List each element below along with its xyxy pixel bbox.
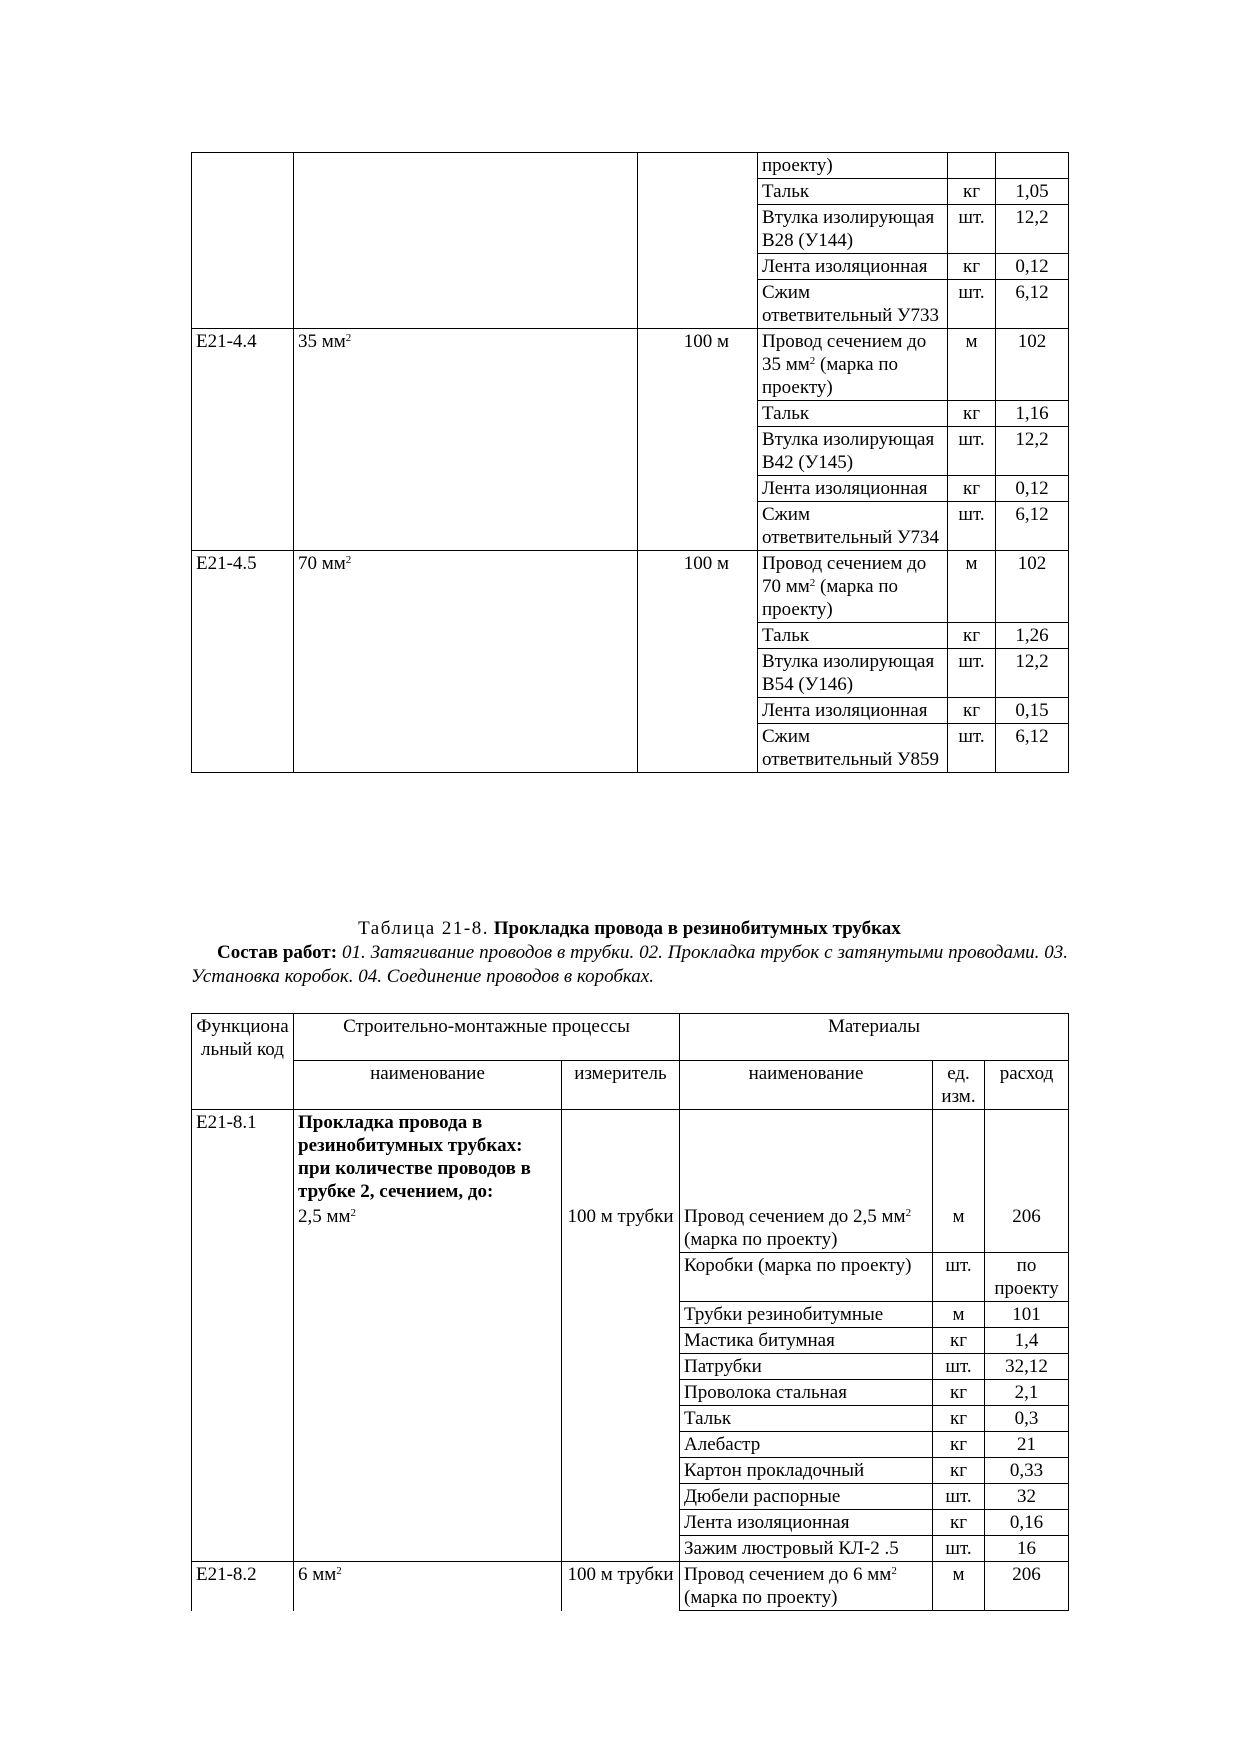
process-name: 2,5 $мм^2$ xyxy=(294,1204,562,1562)
material-qty: 0,16 xyxy=(985,1510,1069,1536)
material-unit: м xyxy=(948,551,996,623)
material-qty: 102 xyxy=(996,329,1069,401)
material-qty xyxy=(996,153,1069,179)
material-name: Втулка изолирующая В54 (У146) xyxy=(758,649,948,698)
norms-table-21-8 xyxy=(191,1013,1069,1611)
material-unit: шт. xyxy=(948,205,996,254)
material-qty: 206 xyxy=(985,1562,1069,1611)
header-process-unit: измеритель xyxy=(562,1061,680,1110)
material-qty: 12,2 xyxy=(996,427,1069,476)
material-unit: шт. xyxy=(933,1484,985,1510)
material-unit: шт. xyxy=(948,427,996,476)
material-qty: 1,16 xyxy=(996,401,1069,427)
material-unit: кг xyxy=(948,179,996,205)
composition-label: Состав работ: xyxy=(217,942,338,963)
material-name: Трубки резинобитумные xyxy=(680,1302,933,1328)
material-qty: 1,26 xyxy=(996,623,1069,649)
header-material-unit: ед. изм. xyxy=(933,1061,985,1110)
material-name: Зажим люстровый КЛ-2 .5 xyxy=(680,1536,933,1562)
material-unit: кг xyxy=(948,623,996,649)
material-name: Тальк xyxy=(758,401,948,427)
composition-text: 01. Затягивание проводов в трубки. 02. Прокладка трубок с затянутыми проводами. 03. Установка коробок. 04. Соединение проводов в коробках. xyxy=(191,942,1068,987)
material-qty: 101 xyxy=(985,1302,1069,1328)
material-qty: 6,12 xyxy=(996,502,1069,551)
work-code xyxy=(192,153,294,329)
material-qty: 32,12 xyxy=(985,1354,1069,1380)
material-name: Втулка изолирующая В42 (У145) xyxy=(758,427,948,476)
process-unit: 100 м трубки xyxy=(562,1204,680,1562)
superscript: 2 xyxy=(345,554,352,566)
material-qty: 21 xyxy=(985,1432,1069,1458)
superscript: 2 xyxy=(336,1565,342,1577)
process-intro: Прокладка провода в резинобитумных трубках: при количестве проводов в трубке 2, сечением, до: xyxy=(294,1110,562,1205)
header-process-name: наименование xyxy=(294,1061,562,1110)
process-name: 6 $мм^2$ xyxy=(294,1562,562,1611)
material-name: Лента изоляционная xyxy=(758,254,948,280)
material-name: Сжим ответвительный У859 xyxy=(758,724,948,773)
material-unit: кг xyxy=(933,1380,985,1406)
superscript: 2 xyxy=(809,577,816,589)
spacer-cell xyxy=(562,1110,680,1205)
material-unit: шт. xyxy=(948,502,996,551)
material-qty: 0,12 xyxy=(996,476,1069,502)
material-name: Тальк xyxy=(680,1406,933,1432)
table-caption xyxy=(191,917,1068,989)
spacer-cell xyxy=(680,1110,933,1205)
material-qty: 12,2 xyxy=(996,205,1069,254)
table-heading: Прокладка провода в резинобитумных трубках xyxy=(493,918,901,939)
process-name xyxy=(294,153,638,329)
material-unit: шт. xyxy=(948,280,996,329)
material-unit: кг xyxy=(948,698,996,724)
process-unit: 100 м трубки xyxy=(562,1562,680,1611)
material-qty: 0,3 xyxy=(985,1406,1069,1432)
material-unit: кг xyxy=(933,1328,985,1354)
superscript: 2 xyxy=(350,1207,357,1219)
material-qty: 0,12 xyxy=(996,254,1069,280)
header-materials: Материалы xyxy=(680,1014,1069,1061)
material-qty: 16 xyxy=(985,1536,1069,1562)
table-row-intro xyxy=(192,1110,1069,1205)
material-qty: 6,12 xyxy=(996,280,1069,329)
work-code: Е21-4.4 xyxy=(192,329,294,551)
header-material-qty: расход xyxy=(985,1061,1069,1110)
material-unit: кг xyxy=(948,476,996,502)
material-qty: 2,1 xyxy=(985,1380,1069,1406)
work-code: Е21-8.2 xyxy=(192,1562,294,1611)
superscript: 2 xyxy=(905,1207,912,1219)
material-qty: 6,12 xyxy=(996,724,1069,773)
material-name: Патрубки xyxy=(680,1354,933,1380)
material-qty: 206 xyxy=(985,1204,1069,1253)
material-name: Провод сечением до 6 $мм^2$ (марка по проекту) xyxy=(680,1562,933,1611)
material-unit: шт. xyxy=(933,1536,985,1562)
work-code: Е21-8.1 xyxy=(192,1110,294,1562)
material-name: Мастика битумная xyxy=(680,1328,933,1354)
material-qty: 12,2 xyxy=(996,649,1069,698)
material-unit: кг xyxy=(933,1458,985,1484)
material-unit: м xyxy=(948,329,996,401)
material-name: Лента изоляционная xyxy=(758,698,948,724)
material-name: Дюбели распорные xyxy=(680,1484,933,1510)
material-unit: шт. xyxy=(948,724,996,773)
material-qty: 32 xyxy=(985,1484,1069,1510)
table-title xyxy=(191,917,1068,941)
table-row xyxy=(192,1562,1069,1611)
material-name: проекту) xyxy=(758,153,948,179)
table-number: Таблица 21-8. xyxy=(358,918,490,939)
header-code: Функциональный код xyxy=(192,1014,294,1110)
material-name: Алебастр xyxy=(680,1432,933,1458)
material-name: Провод сечением до 70 $мм^2$ (марка по проекту) xyxy=(758,551,948,623)
material-name: Тальк xyxy=(758,623,948,649)
process-unit: 100 м xyxy=(638,551,758,773)
work-composition xyxy=(191,941,1068,989)
material-name: Лента изоляционная xyxy=(680,1510,933,1536)
process-name: 70 $мм^2$ xyxy=(294,551,638,773)
superscript: 2 xyxy=(809,355,816,367)
spacer-cell xyxy=(933,1110,985,1205)
material-unit: шт. xyxy=(948,649,996,698)
material-unit: кг xyxy=(933,1432,985,1458)
material-qty: 102 xyxy=(996,551,1069,623)
work-code: Е21-4.5 xyxy=(192,551,294,773)
process-unit xyxy=(638,153,758,329)
material-unit: кг xyxy=(948,254,996,280)
material-name: Проволока стальная xyxy=(680,1380,933,1406)
material-qty: по проекту xyxy=(985,1253,1069,1302)
table-row xyxy=(192,1204,1069,1253)
material-qty: 0,15 xyxy=(996,698,1069,724)
material-unit: кг xyxy=(948,401,996,427)
header-processes: Строительно-монтажные процессы xyxy=(294,1014,680,1061)
material-name: Провод сечением до 35 $мм^2$ (марка по проекту) xyxy=(758,329,948,401)
superscript: 2 xyxy=(345,332,352,344)
material-unit: кг xyxy=(933,1510,985,1536)
header-material-name: наименование xyxy=(680,1061,933,1110)
material-unit: шт. xyxy=(933,1253,985,1302)
norms-table-continued xyxy=(191,152,1069,773)
material-name: Коробки (марка по проекту) xyxy=(680,1253,933,1302)
material-name: Втулка изолирующая В28 (У144) xyxy=(758,205,948,254)
material-unit: шт. xyxy=(933,1354,985,1380)
process-unit: 100 м xyxy=(638,329,758,551)
table-row xyxy=(192,551,1069,623)
material-unit: м xyxy=(933,1562,985,1611)
material-name: Лента изоляционная xyxy=(758,476,948,502)
process-name: 35 $мм^2$ xyxy=(294,329,638,551)
material-unit: кг xyxy=(933,1406,985,1432)
material-unit: м xyxy=(933,1204,985,1253)
spacer-cell xyxy=(985,1110,1069,1205)
table-row xyxy=(192,153,1069,179)
material-name: Провод сечением до 2,5 $мм^2$ (марка по проекту) xyxy=(680,1204,933,1253)
material-unit xyxy=(948,153,996,179)
material-qty: 1,05 xyxy=(996,179,1069,205)
material-name: Тальк xyxy=(758,179,948,205)
material-name: Картон прокладочный xyxy=(680,1458,933,1484)
table-row xyxy=(192,329,1069,401)
material-qty: 0,33 xyxy=(985,1458,1069,1484)
material-unit: м xyxy=(933,1302,985,1328)
material-name: Сжим ответвительный У733 xyxy=(758,280,948,329)
superscript: 2 xyxy=(891,1565,897,1577)
material-qty: 1,4 xyxy=(985,1328,1069,1354)
material-name: Сжим ответвительный У734 xyxy=(758,502,948,551)
